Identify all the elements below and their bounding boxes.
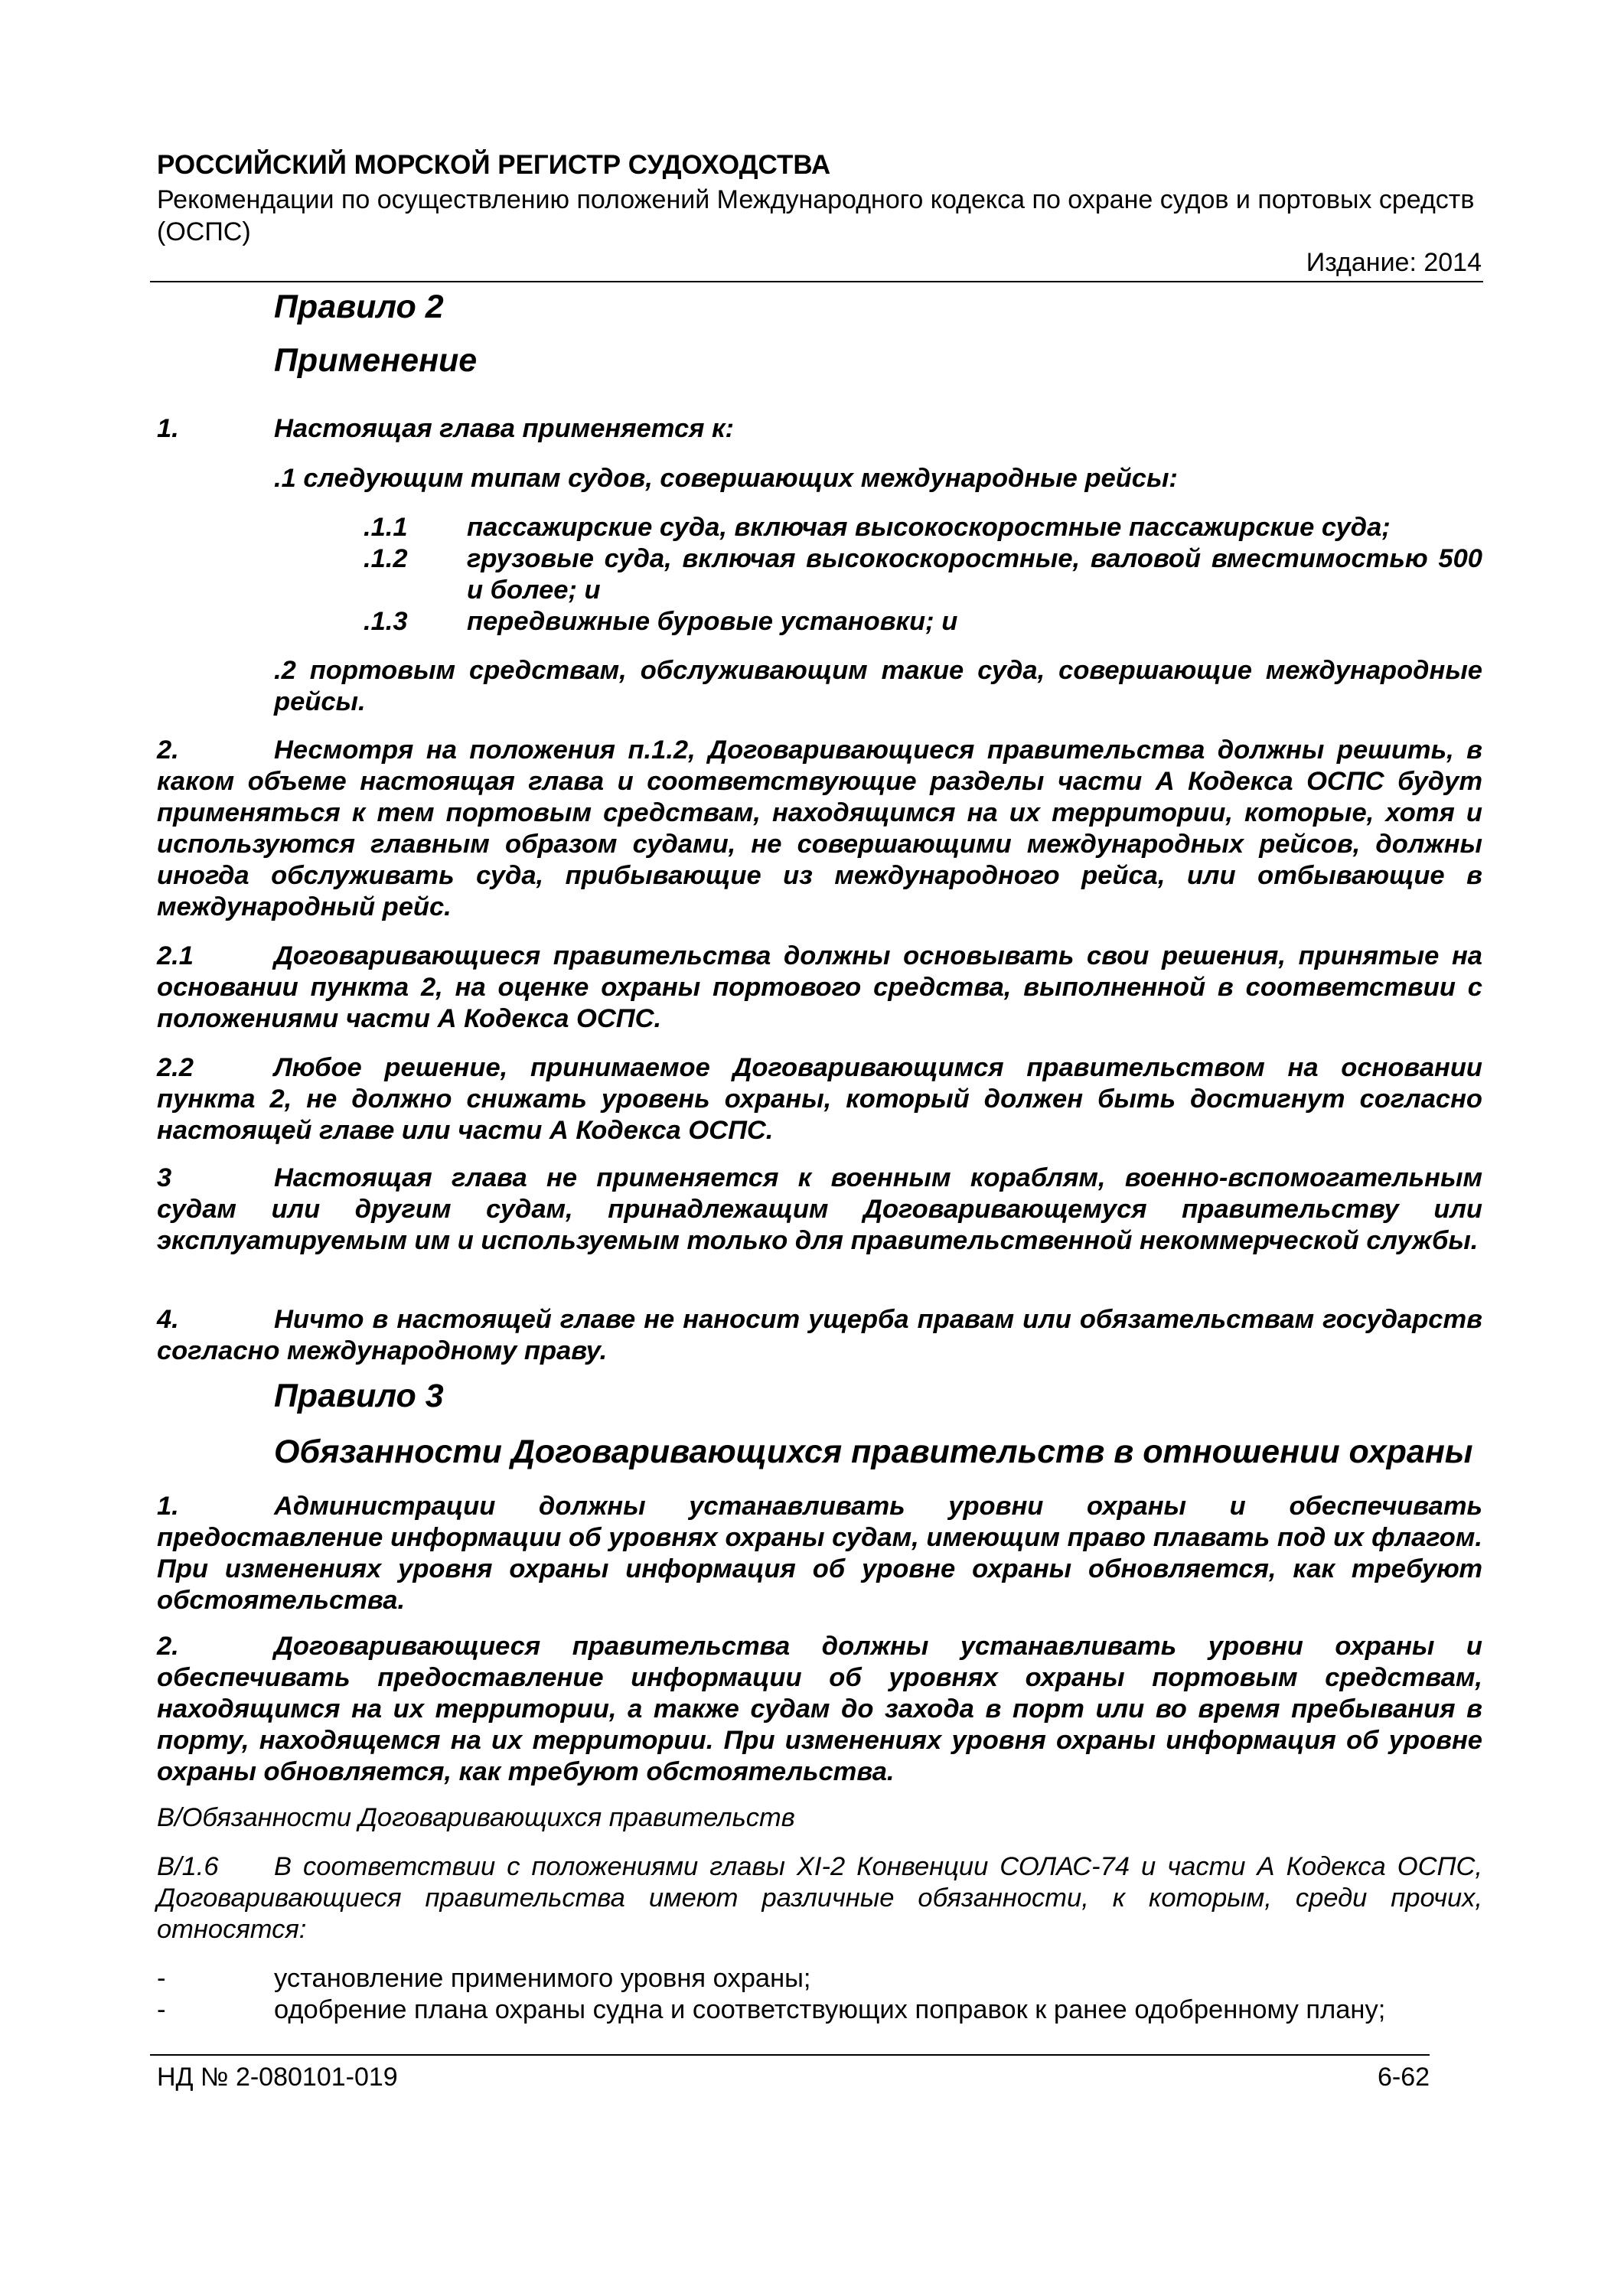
paragraph-number: 2. <box>157 735 179 765</box>
list-item-text: передвижные буровые установки; и <box>467 607 958 636</box>
paragraph-number: 2.1 <box>157 941 194 970</box>
list-item-number: .1.1 <box>364 513 408 542</box>
edition-label: Издание: 2014 <box>1306 248 1482 277</box>
rule-2-paragraph-2-2 <box>157 1052 1482 1146</box>
rule-2-paragraph-3 <box>157 1163 1482 1257</box>
paragraph-number: 1. <box>157 1492 179 1521</box>
rule-3-paragraph-1 <box>157 1491 1482 1616</box>
guidance-heading: B/Обязанности Договаривающихся правительств <box>157 1803 795 1832</box>
rule-2-paragraph-2 <box>157 735 1482 923</box>
rule-2-title: Правило 2 <box>274 289 444 325</box>
paragraph-text: Настоящая глава применяется к: <box>274 414 735 443</box>
paragraph-text: Договаривающиеся правительства должны устанавливать уровни охраны и обеспечивать предоставление информации об уровнях охраны портовым средствам, находящимся на их территории, а также судам до захода в порт или во время пребывания в порту, находящемся на их территории. При изменениях уровня охраны информация об уровне охраны обновляется, как требуют обстоятельства. <box>157 1632 1482 1786</box>
list-item <box>364 543 1482 606</box>
paragraph-text: Договаривающиеся правительства должны основывать свои решения, принятые на основании пункта 2, на оценке охраны портового средства, выполненной в соответствии с положениями части А Кодекса ОСПС. <box>157 941 1482 1033</box>
paragraph-number: 2. <box>157 1632 179 1661</box>
paragraph-number: 1. <box>157 414 179 443</box>
list-item-number: .1.3 <box>364 607 408 636</box>
paragraph-text: Администрации должны устанавливать уровни охраны и обеспечивать предоставление информации об уровнях охраны судам, имеющим право плавать под их флагом. При изменениях уровня охраны информация об уровне охраны обновляется, как требуют обстоятельства. <box>157 1492 1482 1615</box>
rule-2-subparagraph-1: .1 следующим типам судов, совершающих международные рейсы: <box>274 464 1178 493</box>
rule-2-subparagraph-2: .2 портовым средствам, обслуживающим такие суда, совершающие международные рейсы. <box>274 656 1482 716</box>
list-item-text: грузовые суда, включая высокоскоростные, валовой вместимостью 500 и более; и <box>467 544 1482 605</box>
paragraph-number: 4. <box>157 1305 179 1334</box>
paragraph-number: 2.2 <box>157 1053 194 1082</box>
bullet-text: одобрение плана охраны судна и соответствующих поправок к ранее одобренному плану; <box>274 1995 1386 2024</box>
bullet-item <box>157 1994 1482 2026</box>
rule-3-subtitle: Обязанности Договаривающихся правительств в отношении охраны <box>274 1433 1473 1470</box>
paragraph-text: Ничто в настоящей главе не наносит ущерба правам или обязательствам государств согласно международному праву. <box>157 1305 1482 1365</box>
page-number: 6-62 <box>1378 2063 1430 2092</box>
paragraph-text: Несмотря на положения п.1.2, Договаривающиеся правительства должны решить, в каком объеме настоящая глава и соответствующие разделы части А Кодекса ОСПС будут применяться к тем портовым средствам, находящимся на их территории, которые, хотя и используются главным образом судами, не совершающими международных рейсов, должны иногда обслуживать суда, прибывающие из международного рейса, или отбывающие в международный рейс. <box>157 735 1482 921</box>
list-item <box>364 512 1482 543</box>
rule-2-paragraph-2-1 <box>157 941 1482 1035</box>
paragraph-number: 3 <box>157 1163 172 1192</box>
bullet-mark: - <box>157 1964 166 1993</box>
paragraph-text: Настоящая глава не применяется к военным кораблям, военно-вспомогательным судам или другим судам, принадлежащим Договаривающемуся правительству или эксплуатируемым им и используемым только для правительственной некоммерческой службы. <box>157 1163 1482 1255</box>
list-item-number: .1.2 <box>364 544 408 573</box>
paragraph-text: В соответствии с положениями главы XI-2 Конвенции СОЛАС-74 и части А Кодекса ОСПС, Договаривающиеся правительства имеют различные обязанности, к которым, среди прочих, относятся: <box>157 1852 1482 1944</box>
rule-3-paragraph-2 <box>157 1631 1482 1788</box>
bullet-item <box>157 1963 1482 1994</box>
rule-2-paragraph-4 <box>157 1304 1482 1367</box>
rule-3-title: Правило 3 <box>274 1378 444 1414</box>
document-title: Рекомендации по осуществлению положений Международного кодекса по охране судов и портовых средств (ОСПС) <box>157 185 1475 246</box>
list-item-text: пассажирские суда, включая высокоскоростные пассажирские суда; <box>467 513 1391 542</box>
organization-name: РОССИЙСКИЙ МОРСКОЙ РЕГИСТР СУДОХОДСТВА <box>157 150 831 180</box>
bullet-mark: - <box>157 1995 166 2024</box>
bullet-text: установление применимого уровня охраны; <box>274 1964 811 1993</box>
paragraph-number: B/1.6 <box>157 1852 219 1881</box>
header-divider <box>150 281 1483 282</box>
rule-2-subtitle: Применение <box>274 342 478 379</box>
footer-divider <box>150 2054 1430 2056</box>
document-number: НД № 2-080101-019 <box>157 2063 398 2092</box>
list-item <box>364 606 1482 638</box>
paragraph-text: Любое решение, принимаемое Договаривающимся правительством на основании пункта 2, не должно снижать уровень охраны, который должен быть достигнут согласно настоящей главе или части А Кодекса ОСПС. <box>157 1053 1482 1145</box>
guidance-paragraph <box>157 1851 1482 1945</box>
